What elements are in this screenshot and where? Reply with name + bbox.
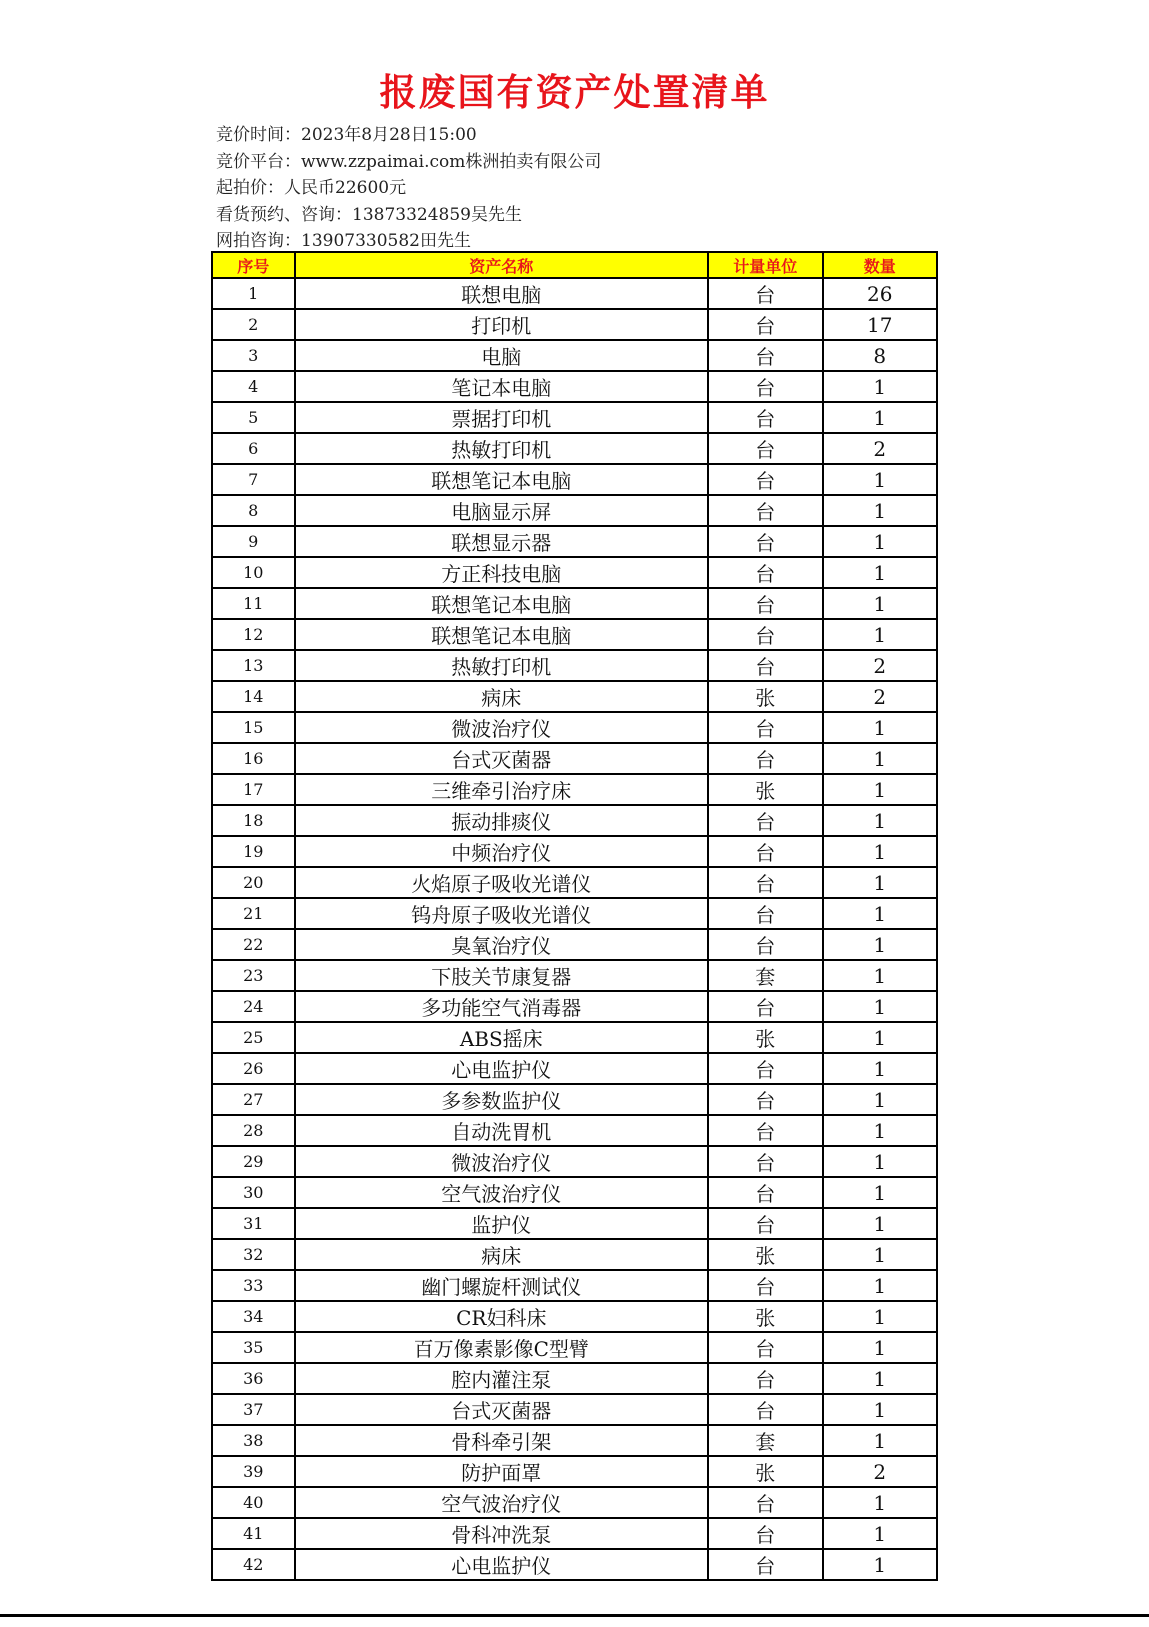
table-row (212, 743, 937, 774)
table-row (212, 650, 937, 681)
cell-index: 37 (212, 1394, 295, 1425)
cell-quantity: 1 (823, 1270, 937, 1301)
cell-index: 7 (212, 464, 295, 495)
cell-quantity: 1 (823, 1332, 937, 1363)
auction-platform: 竞价平台：www.zzpaimai.com株洲拍卖有限公司 (216, 151, 602, 172)
cell-index: 23 (212, 960, 295, 991)
cell-index: 39 (212, 1456, 295, 1487)
cell-quantity: 1 (823, 619, 937, 650)
cell-unit: 台 (708, 743, 822, 774)
cell-asset-name: 台式灭菌器 (295, 1394, 709, 1425)
cell-unit: 台 (708, 929, 822, 960)
cell-index: 28 (212, 1115, 295, 1146)
cell-unit: 套 (708, 960, 822, 991)
cell-quantity: 1 (823, 402, 937, 433)
cell-quantity: 1 (823, 1549, 937, 1580)
cell-asset-name: 病床 (295, 1239, 709, 1270)
table-row (212, 371, 937, 402)
cell-index: 6 (212, 433, 295, 464)
cell-unit: 台 (708, 402, 822, 433)
cell-quantity: 2 (823, 433, 937, 464)
cell-unit: 台 (708, 1177, 822, 1208)
cell-asset-name: 三维牵引治疗床 (295, 774, 709, 805)
cell-index: 1 (212, 278, 295, 309)
cell-unit: 张 (708, 681, 822, 712)
cell-asset-name: 微波治疗仪 (295, 1146, 709, 1177)
cell-quantity: 1 (823, 960, 937, 991)
cell-asset-name: 病床 (295, 681, 709, 712)
cell-unit: 张 (708, 1456, 822, 1487)
cell-asset-name: 空气波治疗仪 (295, 1177, 709, 1208)
table-row (212, 1301, 937, 1332)
cell-index: 29 (212, 1146, 295, 1177)
cell-unit: 台 (708, 898, 822, 929)
cell-quantity: 1 (823, 526, 937, 557)
cell-index: 17 (212, 774, 295, 805)
cell-index: 24 (212, 991, 295, 1022)
cell-asset-name: 笔记本电脑 (295, 371, 709, 402)
table-row (212, 557, 937, 588)
page-title: 报废国有资产处置清单 (379, 71, 770, 114)
cell-quantity: 1 (823, 774, 937, 805)
table-row (212, 1146, 937, 1177)
cell-asset-name: 联想笔记本电脑 (295, 464, 709, 495)
cell-index: 11 (212, 588, 295, 619)
cell-asset-name: 电脑 (295, 340, 709, 371)
cell-asset-name: 腔内灌注泵 (295, 1363, 709, 1394)
cell-unit: 台 (708, 371, 822, 402)
cell-index: 36 (212, 1363, 295, 1394)
cell-asset-name: 骨科冲洗泵 (295, 1518, 709, 1549)
cell-index: 20 (212, 867, 295, 898)
cell-asset-name: 监护仪 (295, 1208, 709, 1239)
starting-price: 起拍价：人民币22600元 (216, 178, 407, 198)
cell-quantity: 1 (823, 1394, 937, 1425)
cell-unit: 张 (708, 1301, 822, 1332)
table-row (212, 1332, 937, 1363)
cell-quantity: 1 (823, 991, 937, 1022)
cell-quantity: 1 (823, 805, 937, 836)
cell-index: 27 (212, 1084, 295, 1115)
cell-quantity: 1 (823, 1177, 937, 1208)
cell-unit: 套 (708, 1425, 822, 1456)
cell-quantity: 1 (823, 1115, 937, 1146)
cell-asset-name: 心电监护仪 (295, 1549, 709, 1580)
cell-unit: 台 (708, 1053, 822, 1084)
cell-index: 30 (212, 1177, 295, 1208)
cell-unit: 台 (708, 588, 822, 619)
cell-asset-name: 联想显示器 (295, 526, 709, 557)
cell-asset-name: 多功能空气消毒器 (295, 991, 709, 1022)
cell-index: 31 (212, 1208, 295, 1239)
cell-unit: 台 (708, 1518, 822, 1549)
table-row (212, 960, 937, 991)
cell-unit: 张 (708, 774, 822, 805)
cell-quantity: 1 (823, 1053, 937, 1084)
cell-quantity: 2 (823, 650, 937, 681)
cell-unit: 台 (708, 1270, 822, 1301)
table-row (212, 309, 937, 340)
cell-unit: 台 (708, 433, 822, 464)
cell-quantity: 26 (823, 278, 937, 309)
cell-quantity: 1 (823, 495, 937, 526)
asset-table (211, 251, 938, 1581)
cell-quantity: 1 (823, 464, 937, 495)
cell-quantity: 1 (823, 1208, 937, 1239)
cell-unit: 台 (708, 1363, 822, 1394)
cell-asset-name: 电脑显示屏 (295, 495, 709, 526)
table-row (212, 1208, 937, 1239)
cell-index: 12 (212, 619, 295, 650)
cell-asset-name: 微波治疗仪 (295, 712, 709, 743)
table-row (212, 805, 937, 836)
table-row (212, 619, 937, 650)
cell-unit: 台 (708, 557, 822, 588)
table-row (212, 433, 937, 464)
auction-time: 竞价时间：2023年8月28日15:00 (216, 125, 477, 145)
cell-index: 13 (212, 650, 295, 681)
table-row (212, 1270, 937, 1301)
cell-asset-name: 火焰原子吸收光谱仪 (295, 867, 709, 898)
cell-unit: 台 (708, 340, 822, 371)
cell-index: 35 (212, 1332, 295, 1363)
cell-unit: 台 (708, 1146, 822, 1177)
cell-index: 4 (212, 371, 295, 402)
cell-index: 18 (212, 805, 295, 836)
cell-quantity: 2 (823, 1456, 937, 1487)
header-quantity: 数量 (823, 252, 937, 278)
cell-quantity: 1 (823, 1425, 937, 1456)
cell-index: 42 (212, 1549, 295, 1580)
cell-unit: 台 (708, 526, 822, 557)
table-row (212, 1363, 937, 1394)
table-row (212, 1115, 937, 1146)
table-row (212, 464, 937, 495)
cell-unit: 台 (708, 991, 822, 1022)
cell-index: 25 (212, 1022, 295, 1053)
viewing-contact: 看货预约、咨询：13873324859吴先生 (216, 204, 522, 225)
table-row (212, 867, 937, 898)
table-row (212, 588, 937, 619)
table-body (212, 278, 937, 1580)
cell-quantity: 1 (823, 1022, 937, 1053)
cell-asset-name: 自动洗胃机 (295, 1115, 709, 1146)
cell-index: 15 (212, 712, 295, 743)
table-row (212, 681, 937, 712)
cell-index: 22 (212, 929, 295, 960)
cell-quantity: 1 (823, 867, 937, 898)
cell-quantity: 17 (823, 309, 937, 340)
cell-asset-name: ABS摇床 (295, 1022, 709, 1053)
cell-asset-name: 台式灭菌器 (295, 743, 709, 774)
table-row (212, 1022, 937, 1053)
cell-quantity: 1 (823, 836, 937, 867)
cell-asset-name: 热敏打印机 (295, 433, 709, 464)
cell-index: 41 (212, 1518, 295, 1549)
cell-unit: 台 (708, 495, 822, 526)
cell-asset-name: 骨科牵引架 (295, 1425, 709, 1456)
cell-unit: 台 (708, 1084, 822, 1115)
cell-unit: 张 (708, 1022, 822, 1053)
cell-unit: 台 (708, 836, 822, 867)
header-asset-name: 资产名称 (295, 252, 709, 278)
cell-unit: 台 (708, 805, 822, 836)
cell-unit: 台 (708, 650, 822, 681)
table-header-row (212, 252, 937, 278)
cell-asset-name: 多参数监护仪 (295, 1084, 709, 1115)
cell-index: 8 (212, 495, 295, 526)
cell-quantity: 1 (823, 1239, 937, 1270)
cell-unit: 台 (708, 1487, 822, 1518)
cell-asset-name: 中频治疗仪 (295, 836, 709, 867)
cell-asset-name: 热敏打印机 (295, 650, 709, 681)
table-row (212, 340, 937, 371)
cell-unit: 台 (708, 619, 822, 650)
cell-unit: 台 (708, 1115, 822, 1146)
cell-quantity: 1 (823, 588, 937, 619)
cell-quantity: 1 (823, 1487, 937, 1518)
cell-asset-name: 百万像素影像C型臂 (295, 1332, 709, 1363)
table-row (212, 929, 937, 960)
cell-index: 40 (212, 1487, 295, 1518)
table-row (212, 1456, 937, 1487)
table-row (212, 836, 937, 867)
cell-unit: 台 (708, 309, 822, 340)
cell-index: 9 (212, 526, 295, 557)
table-row (212, 278, 937, 309)
cell-asset-name: 幽门螺旋杆测试仪 (295, 1270, 709, 1301)
table-row (212, 1239, 937, 1270)
table-row (212, 1394, 937, 1425)
table-row (212, 991, 937, 1022)
cell-unit: 台 (708, 278, 822, 309)
cell-asset-name: 空气波治疗仪 (295, 1487, 709, 1518)
table-row (212, 526, 937, 557)
cell-asset-name: 联想笔记本电脑 (295, 619, 709, 650)
table-row (212, 402, 937, 433)
cell-asset-name: 联想电脑 (295, 278, 709, 309)
cell-quantity: 1 (823, 929, 937, 960)
cell-unit: 台 (708, 1394, 822, 1425)
cell-unit: 台 (708, 1332, 822, 1363)
table-row (212, 1549, 937, 1580)
cell-index: 10 (212, 557, 295, 588)
cell-index: 32 (212, 1239, 295, 1270)
cell-quantity: 1 (823, 898, 937, 929)
cell-quantity: 1 (823, 557, 937, 588)
cell-asset-name: 票据打印机 (295, 402, 709, 433)
table-row (212, 712, 937, 743)
cell-asset-name: 心电监护仪 (295, 1053, 709, 1084)
cell-asset-name: 联想笔记本电脑 (295, 588, 709, 619)
auction-info (216, 122, 601, 255)
cell-asset-name: 钨舟原子吸收光谱仪 (295, 898, 709, 929)
cell-index: 33 (212, 1270, 295, 1301)
cell-unit: 台 (708, 867, 822, 898)
cell-quantity: 1 (823, 371, 937, 402)
cell-index: 34 (212, 1301, 295, 1332)
cell-asset-name: 下肢关节康复器 (295, 960, 709, 991)
cell-unit: 张 (708, 1239, 822, 1270)
cell-quantity: 1 (823, 1084, 937, 1115)
cell-quantity: 1 (823, 1518, 937, 1549)
cell-quantity: 1 (823, 1363, 937, 1394)
table-row (212, 1487, 937, 1518)
cell-index: 16 (212, 743, 295, 774)
cell-index: 3 (212, 340, 295, 371)
online-contact: 网拍咨询：13907330582田先生 (216, 231, 471, 251)
table-row (212, 1053, 937, 1084)
header-unit: 计量单位 (708, 252, 822, 278)
cell-asset-name: CR妇科床 (295, 1301, 709, 1332)
cell-quantity: 1 (823, 743, 937, 774)
cell-asset-name: 振动排痰仪 (295, 805, 709, 836)
cell-quantity: 1 (823, 1301, 937, 1332)
table-row (212, 1084, 937, 1115)
cell-index: 14 (212, 681, 295, 712)
header-index: 序号 (212, 252, 295, 278)
cell-asset-name: 方正科技电脑 (295, 557, 709, 588)
cell-index: 19 (212, 836, 295, 867)
cell-index: 21 (212, 898, 295, 929)
cell-asset-name: 臭氧治疗仪 (295, 929, 709, 960)
cell-index: 2 (212, 309, 295, 340)
cell-unit: 台 (708, 1549, 822, 1580)
cell-quantity: 1 (823, 712, 937, 743)
bottom-divider (0, 1614, 1149, 1617)
table-row (212, 1518, 937, 1549)
cell-unit: 台 (708, 1208, 822, 1239)
table-row (212, 898, 937, 929)
table-row (212, 1425, 937, 1456)
cell-unit: 台 (708, 464, 822, 495)
cell-asset-name: 打印机 (295, 309, 709, 340)
cell-quantity: 1 (823, 1146, 937, 1177)
cell-quantity: 2 (823, 681, 937, 712)
cell-index: 5 (212, 402, 295, 433)
cell-unit: 台 (708, 712, 822, 743)
cell-quantity: 8 (823, 340, 937, 371)
cell-index: 38 (212, 1425, 295, 1456)
cell-asset-name: 防护面罩 (295, 1456, 709, 1487)
table-row (212, 495, 937, 526)
table-row (212, 774, 937, 805)
cell-index: 26 (212, 1053, 295, 1084)
table-row (212, 1177, 937, 1208)
